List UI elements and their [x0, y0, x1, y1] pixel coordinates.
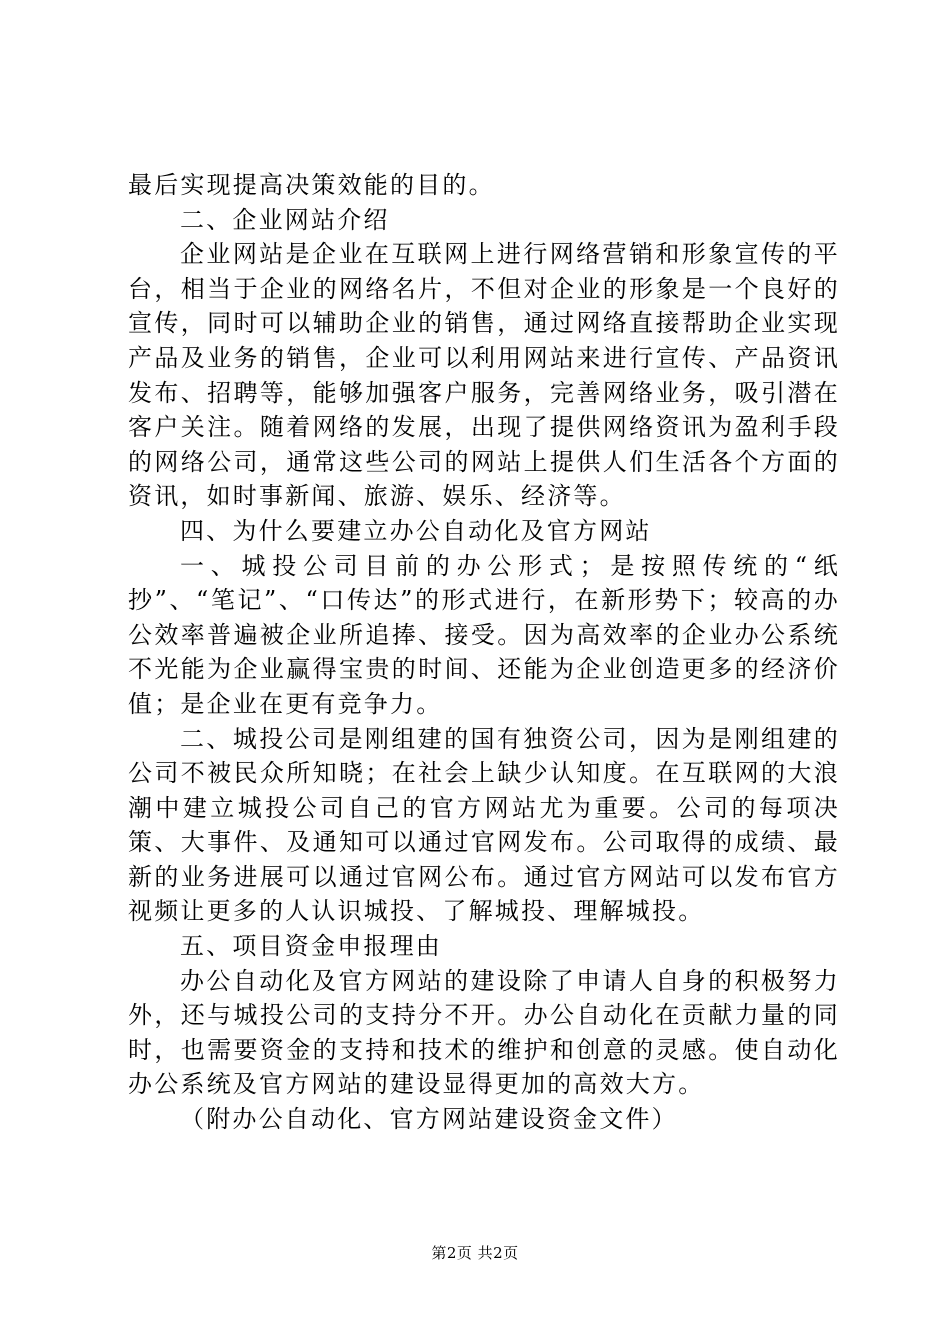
paragraph-continuation: 最后实现提高决策效能的目的。 [128, 171, 495, 199]
paragraph-funding-reason: 办公自动化及官方网站的建设除了申请人自身的积极努力外，还与城投公司的支持分不开。办公自动化在贡献力量的同时，也需要资金的支持和技术的维护和创意的灵感。使自动化办公系统及官方网站的建设显得更加的高效大方。 [128, 966, 840, 1099]
paragraph-website-intro: 企业网站是企业在互联网上进行网络营销和形象宣传的平台，相当于企业的网络名片，不但对企业的形象是一个良好的宣传，同时可以辅助企业的销售，通过网络直接帮助企业实现产品及业务的销售，企业可以利用网站来进行宣传、产品资讯发布、招聘等，能够加强客户服务，完善网络业务，吸引潜在客户关注。随着网络的发展，出现了提供网络资讯为盈利手段的网络公司，通常这些公司的网站上提供人们生活各个方面的资讯，如时事新闻、旅游、娱乐、经济等。 [128, 240, 840, 511]
paragraph-attachment-note: （附办公自动化、官方网站建设资金文件） [180, 1105, 678, 1134]
section-heading-why-build: 四、为什么要建立办公自动化及官方网站 [180, 516, 652, 545]
paragraph-company-awareness: 二、城投公司是刚组建的国有独资公司，因为是刚组建的公司不被民众所知晓；在社会上缺少认知度。在互联网的大浪潮中建立城投公司自己的官方网站尤为重要。公司的每项决策、大事件、及通知可以通过官网发布。公司取得的成绩、最新的业务进展可以通过官网公布。通过官方网站可以发布官方视频让更多的人认识城投、了解城投、理解城投。 [128, 724, 840, 926]
document-body [128, 168, 840, 1137]
page-footer: 第2页 共2页 [431, 1244, 519, 1262]
paragraph-office-form: 一、城投公司目前的办公形式；是按照传统的“纸抄”、“笔记”、“口传达”的形式进行，在新形势下；较高的办公效率普遍被企业所追捧、接受。因为高效率的企业办公系统不光能为企业赢得宝贵的时间、还能为企业创造更多的经济价值；是企业在更有竞争力。 [128, 551, 840, 718]
section-heading-website-intro: 二、企业网站介绍 [180, 205, 390, 234]
section-heading-funding-reason: 五、项目资金申报理由 [180, 932, 442, 961]
